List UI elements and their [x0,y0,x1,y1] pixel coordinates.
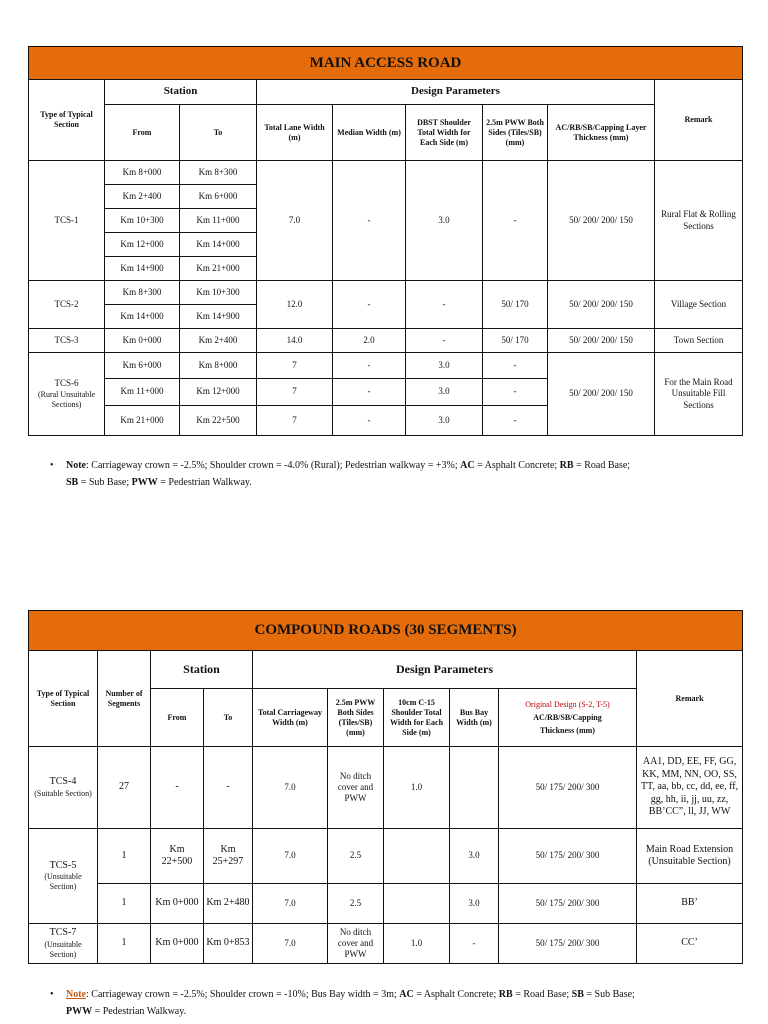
table-row [29,281,743,305]
median-width: - [333,379,406,406]
section-type: TCS-1 [29,161,105,281]
header-design-parameters: Design Parameters [257,80,655,105]
segment-count: 1 [98,829,151,884]
pww-value: No ditch cover and PWW [328,747,384,829]
header-type: Type of Typical Section [29,80,105,161]
header-pww: 2.5m PWW Both Sides (Tiles/SB) (mm) [483,105,548,161]
remark: Main Road Extension (Unsuitable Section) [637,829,743,884]
header-lane-width: Total Lane Width (m) [257,105,333,161]
station-from: Km 14+000 [105,305,180,329]
station-from: Km 0+000 [105,329,180,353]
c15-width: 1.0 [384,924,450,964]
layer-thickness: 50/ 200/ 200/ 150 [548,161,655,281]
carriageway-width: 7.0 [253,884,328,924]
remark: Rural Flat & Rolling Sections [655,161,743,281]
layer-thickness: 50/ 175/ 200/ 300 [499,924,637,964]
dbst-width: - [406,329,483,353]
bus-bay-width [450,747,499,829]
note-label: Note [66,989,86,1000]
station-from: Km 8+300 [105,281,180,305]
lane-width: 12.0 [257,281,333,329]
station-to: Km 22+500 [180,406,257,436]
header-c15-shoulder: 10cm C-15 Shoulder Total Width for Each Side (m) [384,689,450,747]
station-to: Km 25+297 [204,829,253,884]
table-row [29,924,743,964]
main-access-road-table [28,46,743,436]
header-remark: Remark [655,80,743,161]
carriageway-width: 7.0 [253,924,328,964]
header-pww: 2.5m PWW Both Sides (Tiles/SB) (mm) [328,689,384,747]
layer-thickness: 50/ 175/ 200/ 300 [499,829,637,884]
header-remark: Remark [637,651,743,747]
station-from: Km 22+500 [151,829,204,884]
section-type [29,353,105,436]
station-from: Km 12+000 [105,233,180,257]
section-type-sub: (Suitable Section) [34,788,92,798]
layer-thickness: 50/ 175/ 200/ 300 [499,747,637,829]
lane-width: 7 [257,379,333,406]
pww-value: - [483,161,548,281]
header-layer-thickness: AC/RB/SB/Capping Layer Thickness (mm) [548,105,655,161]
station-to: Km 0+853 [204,924,253,964]
table-row [29,161,743,185]
remark: Town Section [655,329,743,353]
station-from: Km 10+300 [105,209,180,233]
table-row [29,329,743,353]
note-main-access-road [50,457,742,491]
pww-value: 50/ 170 [483,329,548,353]
layer-thickness: 50/ 175/ 200/ 300 [499,884,637,924]
layer-thickness: 50/ 200/ 200/ 150 [548,281,655,329]
layer-thickness: 50/ 200/ 200/ 150 [548,329,655,353]
station-to: Km 10+300 [180,281,257,305]
station-to: Km 2+400 [180,329,257,353]
header-station: Station [105,80,257,105]
station-from: Km 11+000 [105,379,180,406]
c15-width [384,829,450,884]
median-width: 2.0 [333,329,406,353]
station-to: Km 14+900 [180,305,257,329]
table-title: COMPOUND ROADS (30 SEGMENTS) [29,611,743,651]
section-type-sub: (Unsuitable Section) [44,872,82,892]
lane-width: 7.0 [257,161,333,281]
note-abbr-ac: AC [399,989,414,1000]
header-bus-bay: Bus Bay Width (m) [450,689,499,747]
station-from: Km 6+000 [105,353,180,379]
station-to: Km 2+480 [204,884,253,924]
note-text-rb: = Road Base; [512,989,572,1000]
table-row [29,884,743,924]
header-dbst-shoulder: DBST Shoulder Total Width for Each Side (m) [406,105,483,161]
station-to: Km 8+300 [180,161,257,185]
section-type-label: TCS-4 [49,776,77,788]
remark: For the Main Road Unsuitable Fill Sections [655,353,743,436]
dbst-width: 3.0 [406,406,483,436]
dbst-width: 3.0 [406,353,483,379]
header-median-width: Median Width (m) [333,105,406,161]
section-type-label: TCS-6 [54,378,79,389]
median-width: - [333,281,406,329]
header-from: From [105,105,180,161]
note-label: Note [66,460,86,471]
station-to: Km 8+000 [180,353,257,379]
note-abbr-sb: SB [66,477,79,488]
layer-thickness: 50/ 200/ 200/ 150 [548,353,655,436]
note-text-ac: = Asphalt Concrete; [413,989,499,1000]
note-abbr-rb: RB [559,460,574,471]
note-text-sb: = Sub Base; [583,989,635,1000]
segment-count: 1 [98,884,151,924]
station-to: Km 14+000 [180,233,257,257]
header-layer-thickness [499,689,637,747]
pww-value: 2.5 [328,884,384,924]
lane-width: 7 [257,353,333,379]
station-from: Km 0+000 [151,924,204,964]
header-number: Number of Segments [98,651,151,747]
table-row [29,353,743,379]
table-row [29,747,743,829]
table-row [29,829,743,884]
header-station: Station [151,651,253,689]
station-from: Km 21+000 [105,406,180,436]
header-to: To [204,689,253,747]
section-type [29,829,98,924]
bullet-icon: • [50,989,54,1000]
bus-bay-width: - [450,924,499,964]
pww-value: No ditch cover and PWW [328,924,384,964]
pww-value: 2.5 [328,829,384,884]
pww-value: 50/ 170 [483,281,548,329]
section-type-label: TCS-5 [49,859,77,871]
header-type: Type of Typical Section [29,651,98,747]
note-abbr-rb: RB [498,989,513,1000]
section-type [29,747,98,829]
note-text-pww: = Pedestrian Walkway. [157,477,252,488]
median-width: - [333,161,406,281]
note-text: : Carriageway crown = -2.5%; Shoulder crown = -4.0% (Rural); Pedestrian walkway = +3%; [86,460,461,471]
station-from: Km 8+000 [105,161,180,185]
header-original-design: Original Design (S-2, T-5) [525,699,610,709]
note-text-ac: = Asphalt Concrete; [474,460,560,471]
section-type-sub: (Unsuitable Section) [44,939,82,959]
section-type: TCS-2 [29,281,105,329]
section-type-sub: (Rural Unsuitable Sections) [37,389,96,409]
station-from: - [151,747,204,829]
remark: BB’ [637,884,743,924]
note-text-pww: = Pedestrian Walkway. [92,1006,187,1017]
note-abbr-pww: PWW [66,1006,93,1017]
table-title: MAIN ACCESS ROAD [29,47,743,80]
pww-value: - [483,406,548,436]
carriageway-width: 7.0 [253,747,328,829]
median-width: - [333,406,406,436]
dbst-width: 3.0 [406,161,483,281]
header-from: From [151,689,204,747]
header-carriageway-width: Total Carriageway Width (m) [253,689,328,747]
compound-roads-table [28,610,743,964]
station-to: Km 6+000 [180,185,257,209]
carriageway-width: 7.0 [253,829,328,884]
median-width: - [333,353,406,379]
station-to: - [204,747,253,829]
note-text-rb: = Road Base; [573,460,631,471]
note-abbr-sb: SB [571,989,584,1000]
station-from: Km 0+000 [151,884,204,924]
bus-bay-width: 3.0 [450,829,499,884]
remark: AA1, DD, EE, FF, GG, KK, MM, NN, OO, SS, TT, aa, bb, cc, dd, ee, ff, gg, hh, ii, jj, uu, zz, BB’CC”, ll, JJ, WW [637,747,743,829]
lane-width: 14.0 [257,329,333,353]
section-type: TCS-3 [29,329,105,353]
section-type [29,924,98,964]
segment-count: 1 [98,924,151,964]
note-abbr-pww: PWW [131,477,158,488]
lane-width: 7 [257,406,333,436]
note-text: : Carriageway crown = -2.5%; Shoulder crown = -10%; Bus Bay width = 3m; [86,989,400,1000]
c15-width: 1.0 [384,747,450,829]
c15-width [384,884,450,924]
header-thickness: Thickness (mm) [540,725,595,735]
remark: CC’ [637,924,743,964]
section-type-label: TCS-7 [49,927,77,939]
header-to: To [180,105,257,161]
bullet-icon: • [50,460,54,471]
station-to: Km 12+000 [180,379,257,406]
station-from: Km 2+400 [105,185,180,209]
bus-bay-width: 3.0 [450,884,499,924]
station-to: Km 21+000 [180,257,257,281]
segment-count: 27 [98,747,151,829]
note-text-sb: = Sub Base; [78,477,132,488]
note-compound-roads [50,986,742,1020]
dbst-width: - [406,281,483,329]
remark: Village Section [655,281,743,329]
station-from: Km 14+900 [105,257,180,281]
pww-value: - [483,353,548,379]
header-design-parameters: Design Parameters [253,651,637,689]
note-abbr-ac: AC [460,460,475,471]
pww-value: - [483,379,548,406]
station-to: Km 11+000 [180,209,257,233]
dbst-width: 3.0 [406,379,483,406]
header-layer: AC/RB/SB/Capping [533,712,602,722]
